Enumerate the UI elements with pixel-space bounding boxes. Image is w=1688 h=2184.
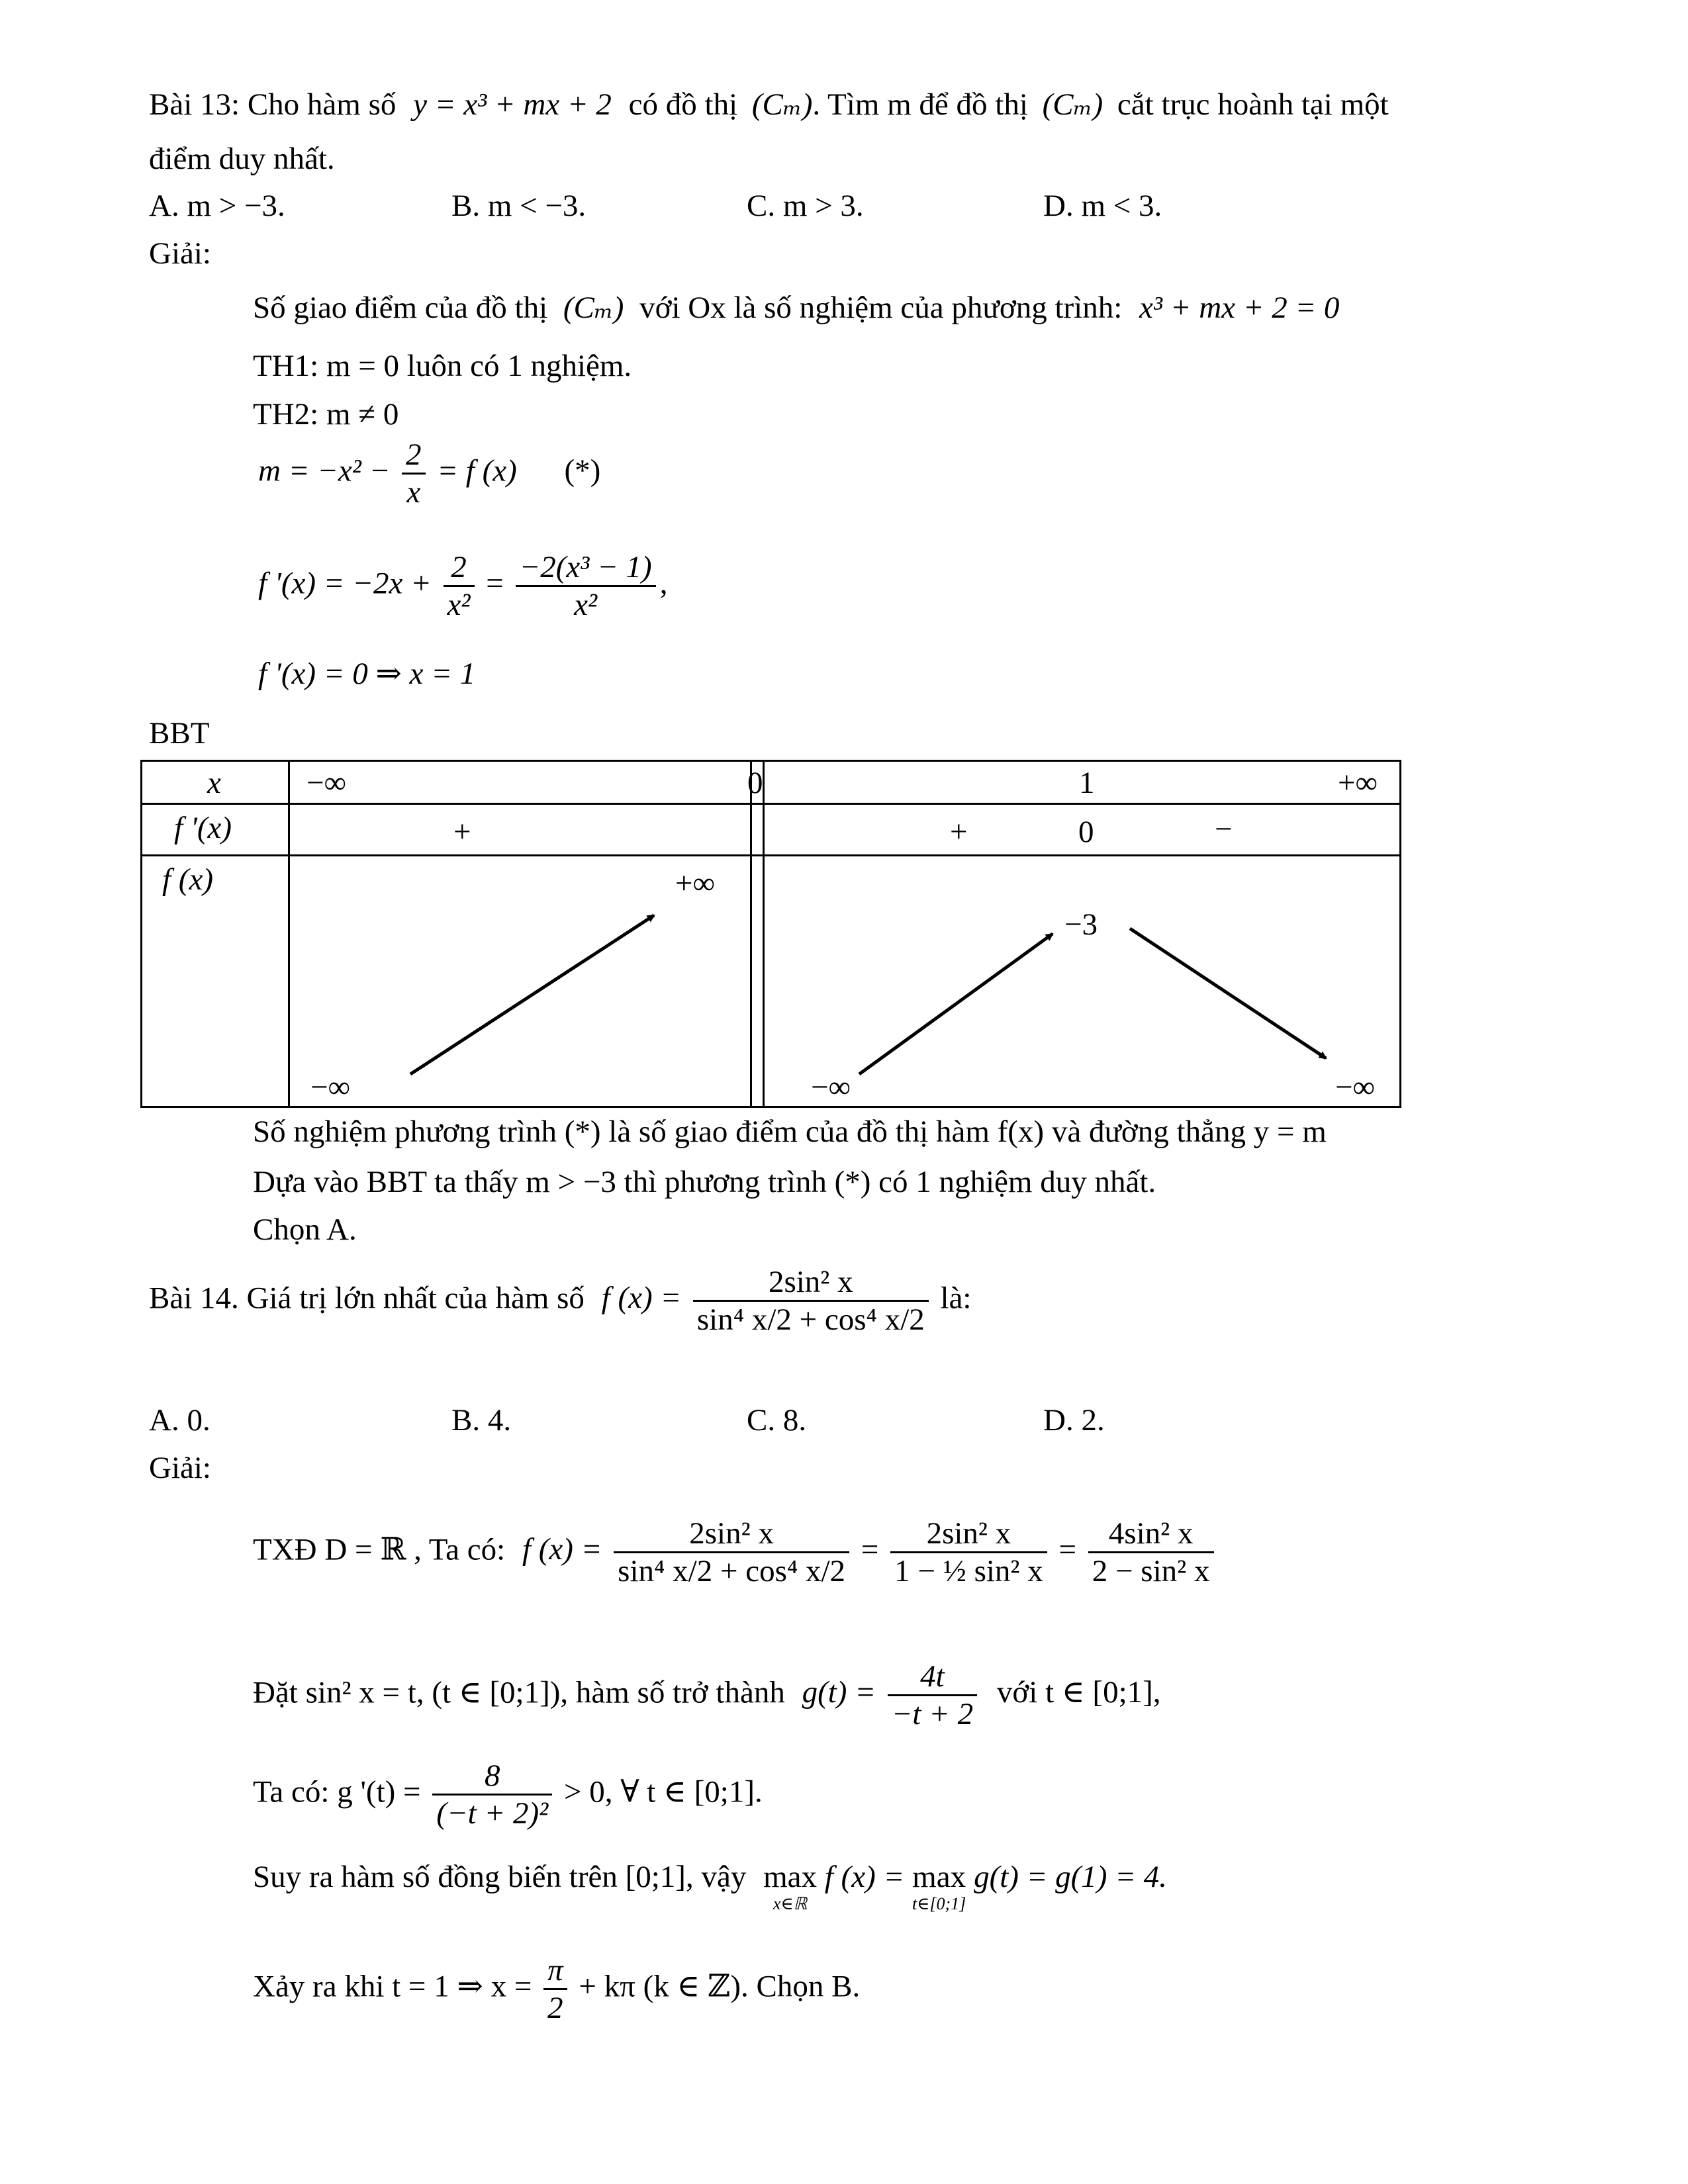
fraction: $\frac{8}{\text{(−t + 2)²}}$ bbox=[432, 1758, 552, 1831]
f-value: −∞ bbox=[1335, 1070, 1376, 1105]
bbt-label: BBT bbox=[149, 716, 210, 751]
fraction: $\frac{2}{x}$ bbox=[402, 437, 426, 510]
fraction: $\frac{\text{2sin² x}}{\text{1 − ½ sin² x}}$ bbox=[890, 1516, 1047, 1589]
solution-13-case-2: TH2: m ≠ 0 bbox=[253, 397, 399, 432]
equation-derivative-zero: f '(x) = 0 ⇒ x = 1 bbox=[258, 657, 476, 691]
problem-13-option-d: D. m < 3. bbox=[1043, 189, 1162, 223]
problem-14-option-d: D. 2. bbox=[1043, 1403, 1105, 1437]
f-value: −3 bbox=[1064, 907, 1098, 942]
fraction: $\frac{\text{−2(x³ − 1)}}{\text{x²}}$ bbox=[516, 549, 656, 623]
x-value: −∞ bbox=[306, 766, 347, 800]
increasing-arrow bbox=[410, 915, 654, 1074]
problem-14-option-a: A. 0. bbox=[149, 1403, 211, 1437]
derivative-sign: + bbox=[453, 815, 471, 849]
increasing-arrow bbox=[859, 934, 1053, 1074]
derivative-sign: 0 bbox=[1078, 815, 1094, 849]
decreasing-arrow bbox=[1130, 929, 1326, 1058]
solution-14-substitution: Đặt sin² x = t, (t ∈ [0;1]), hàm số trở thành g(t) = $\frac{4t}{-t + 2}$ với t ∈ [0;1], bbox=[253, 1659, 1161, 1732]
problem-13-option-c: C. m > 3. bbox=[747, 189, 864, 223]
solution-13-heading: Giải: bbox=[149, 236, 211, 271]
equation-m: m = −x² − $\frac{2}{x}$ = f (x) (*) bbox=[258, 437, 601, 510]
fraction: $\frac{\text{2sin² x}}{\text{sin⁴ x/2 + cos⁴ x/2}}$ bbox=[693, 1264, 929, 1338]
solution-13-conclusion-1: Số nghiệm phương trình (*) là số giao điểm của đồ thị hàm f(x) và đường thẳng y = m bbox=[253, 1115, 1327, 1149]
x-value: 0 bbox=[747, 766, 763, 800]
variation-arrows bbox=[142, 762, 1403, 1110]
table-header-f: f (x) bbox=[162, 862, 213, 897]
variation-table bbox=[140, 760, 1401, 1108]
problem-14-option-c: C. 8. bbox=[747, 1403, 807, 1437]
problem-13-statement-line2: điểm duy nhất. bbox=[149, 142, 335, 176]
derivative-sign: − bbox=[1215, 812, 1233, 846]
solution-13-case-1: TH1: m = 0 luôn có 1 nghiệm. bbox=[253, 349, 632, 383]
solution-14-derivative: Ta có: g '(t) = $\frac{8}{\text{(−t + 2)²}}$ > 0, ∀ t ∈ [0;1]. bbox=[253, 1758, 763, 1831]
problem-14-option-b: B. 4. bbox=[451, 1403, 512, 1437]
problem-13-option-a: A. m > −3. bbox=[149, 189, 285, 223]
f-value: +∞ bbox=[675, 866, 716, 901]
solution-13-step-1: Số giao điểm của đồ thị (Cₘ) với Ox là số nghiệm của phương trình: x³ + mx + 2 = 0 bbox=[253, 291, 1340, 325]
solution-13-conclusion-2: Dựa vào BBT ta thấy m > −3 thì phương trình (*) có 1 nghiệm duy nhất. bbox=[253, 1165, 1156, 1199]
solution-13-answer: Chọn A. bbox=[253, 1212, 357, 1247]
derivative-sign: + bbox=[950, 815, 968, 849]
solution-14-domain: TXĐ D = ℝ , Ta có: f (x) = $\frac{\text{2sin² x}}{\text{sin⁴ x/2 + cos⁴ x/2}}$ = $\frac{\text{2sin² x}}{\text{1 − ½ sin² x}}$ = $\frac{\text{4sin² x}}{\text{2 − sin² x}}$ bbox=[253, 1516, 1218, 1589]
problem-13-statement: Bài 13: Cho hàm số y = x³ + mx + 2 có đồ thị (Cₘ). Tìm m để đồ thị (Cₘ) cắt trục hoành tại một bbox=[149, 87, 1389, 122]
problem-14-statement: Bài 14. Giá trị lớn nhất của hàm số f (x) = $\frac{\text{2sin² x}}{\text{sin⁴ x/2 + cos⁴ x/2}}$ là: bbox=[149, 1265, 972, 1338]
x-value: 1 bbox=[1079, 766, 1095, 800]
fraction: $\frac{\text{4sin² x}}{\text{2 − sin² x}}$ bbox=[1088, 1516, 1214, 1589]
x-value: +∞ bbox=[1338, 766, 1378, 800]
solution-14-answer: Xảy ra khi t = 1 ⇒ x = $\frac{\pi}{2}$ + kπ (k ∈ ℤ). Chọn B. bbox=[253, 1953, 861, 2026]
f-value: −∞ bbox=[310, 1070, 351, 1105]
f-value: −∞ bbox=[811, 1070, 851, 1105]
solution-14-heading: Giải: bbox=[149, 1451, 211, 1485]
fraction: $\frac{\text{2sin² x}}{\text{sin⁴ x/2 + cos⁴ x/2}}$ bbox=[614, 1516, 849, 1589]
table-header-f-prime: f '(x) bbox=[174, 811, 232, 845]
solution-14-conclusion: Suy ra hàm số đồng biến trên [0;1], vậy max x∈ℝ f (x) = max t∈[0;1] g(t) = g(1) = 4. bbox=[253, 1860, 1167, 1913]
problem-13-option-b: B. m < −3. bbox=[451, 189, 586, 223]
fraction: $\frac{2}{\text{x²}}$ bbox=[444, 549, 475, 623]
table-header-x: x bbox=[207, 766, 221, 800]
fraction: $\frac{\pi}{2}$ bbox=[543, 1952, 567, 2026]
equation-derivative: f '(x) = −2x + $\frac{2}{\text{x²}}$ = $\frac{\text{−2(x³ − 1)}}{\text{x²}}$ , bbox=[258, 550, 668, 623]
fraction: $\frac{4t}{-t + 2}$ bbox=[888, 1659, 978, 1732]
